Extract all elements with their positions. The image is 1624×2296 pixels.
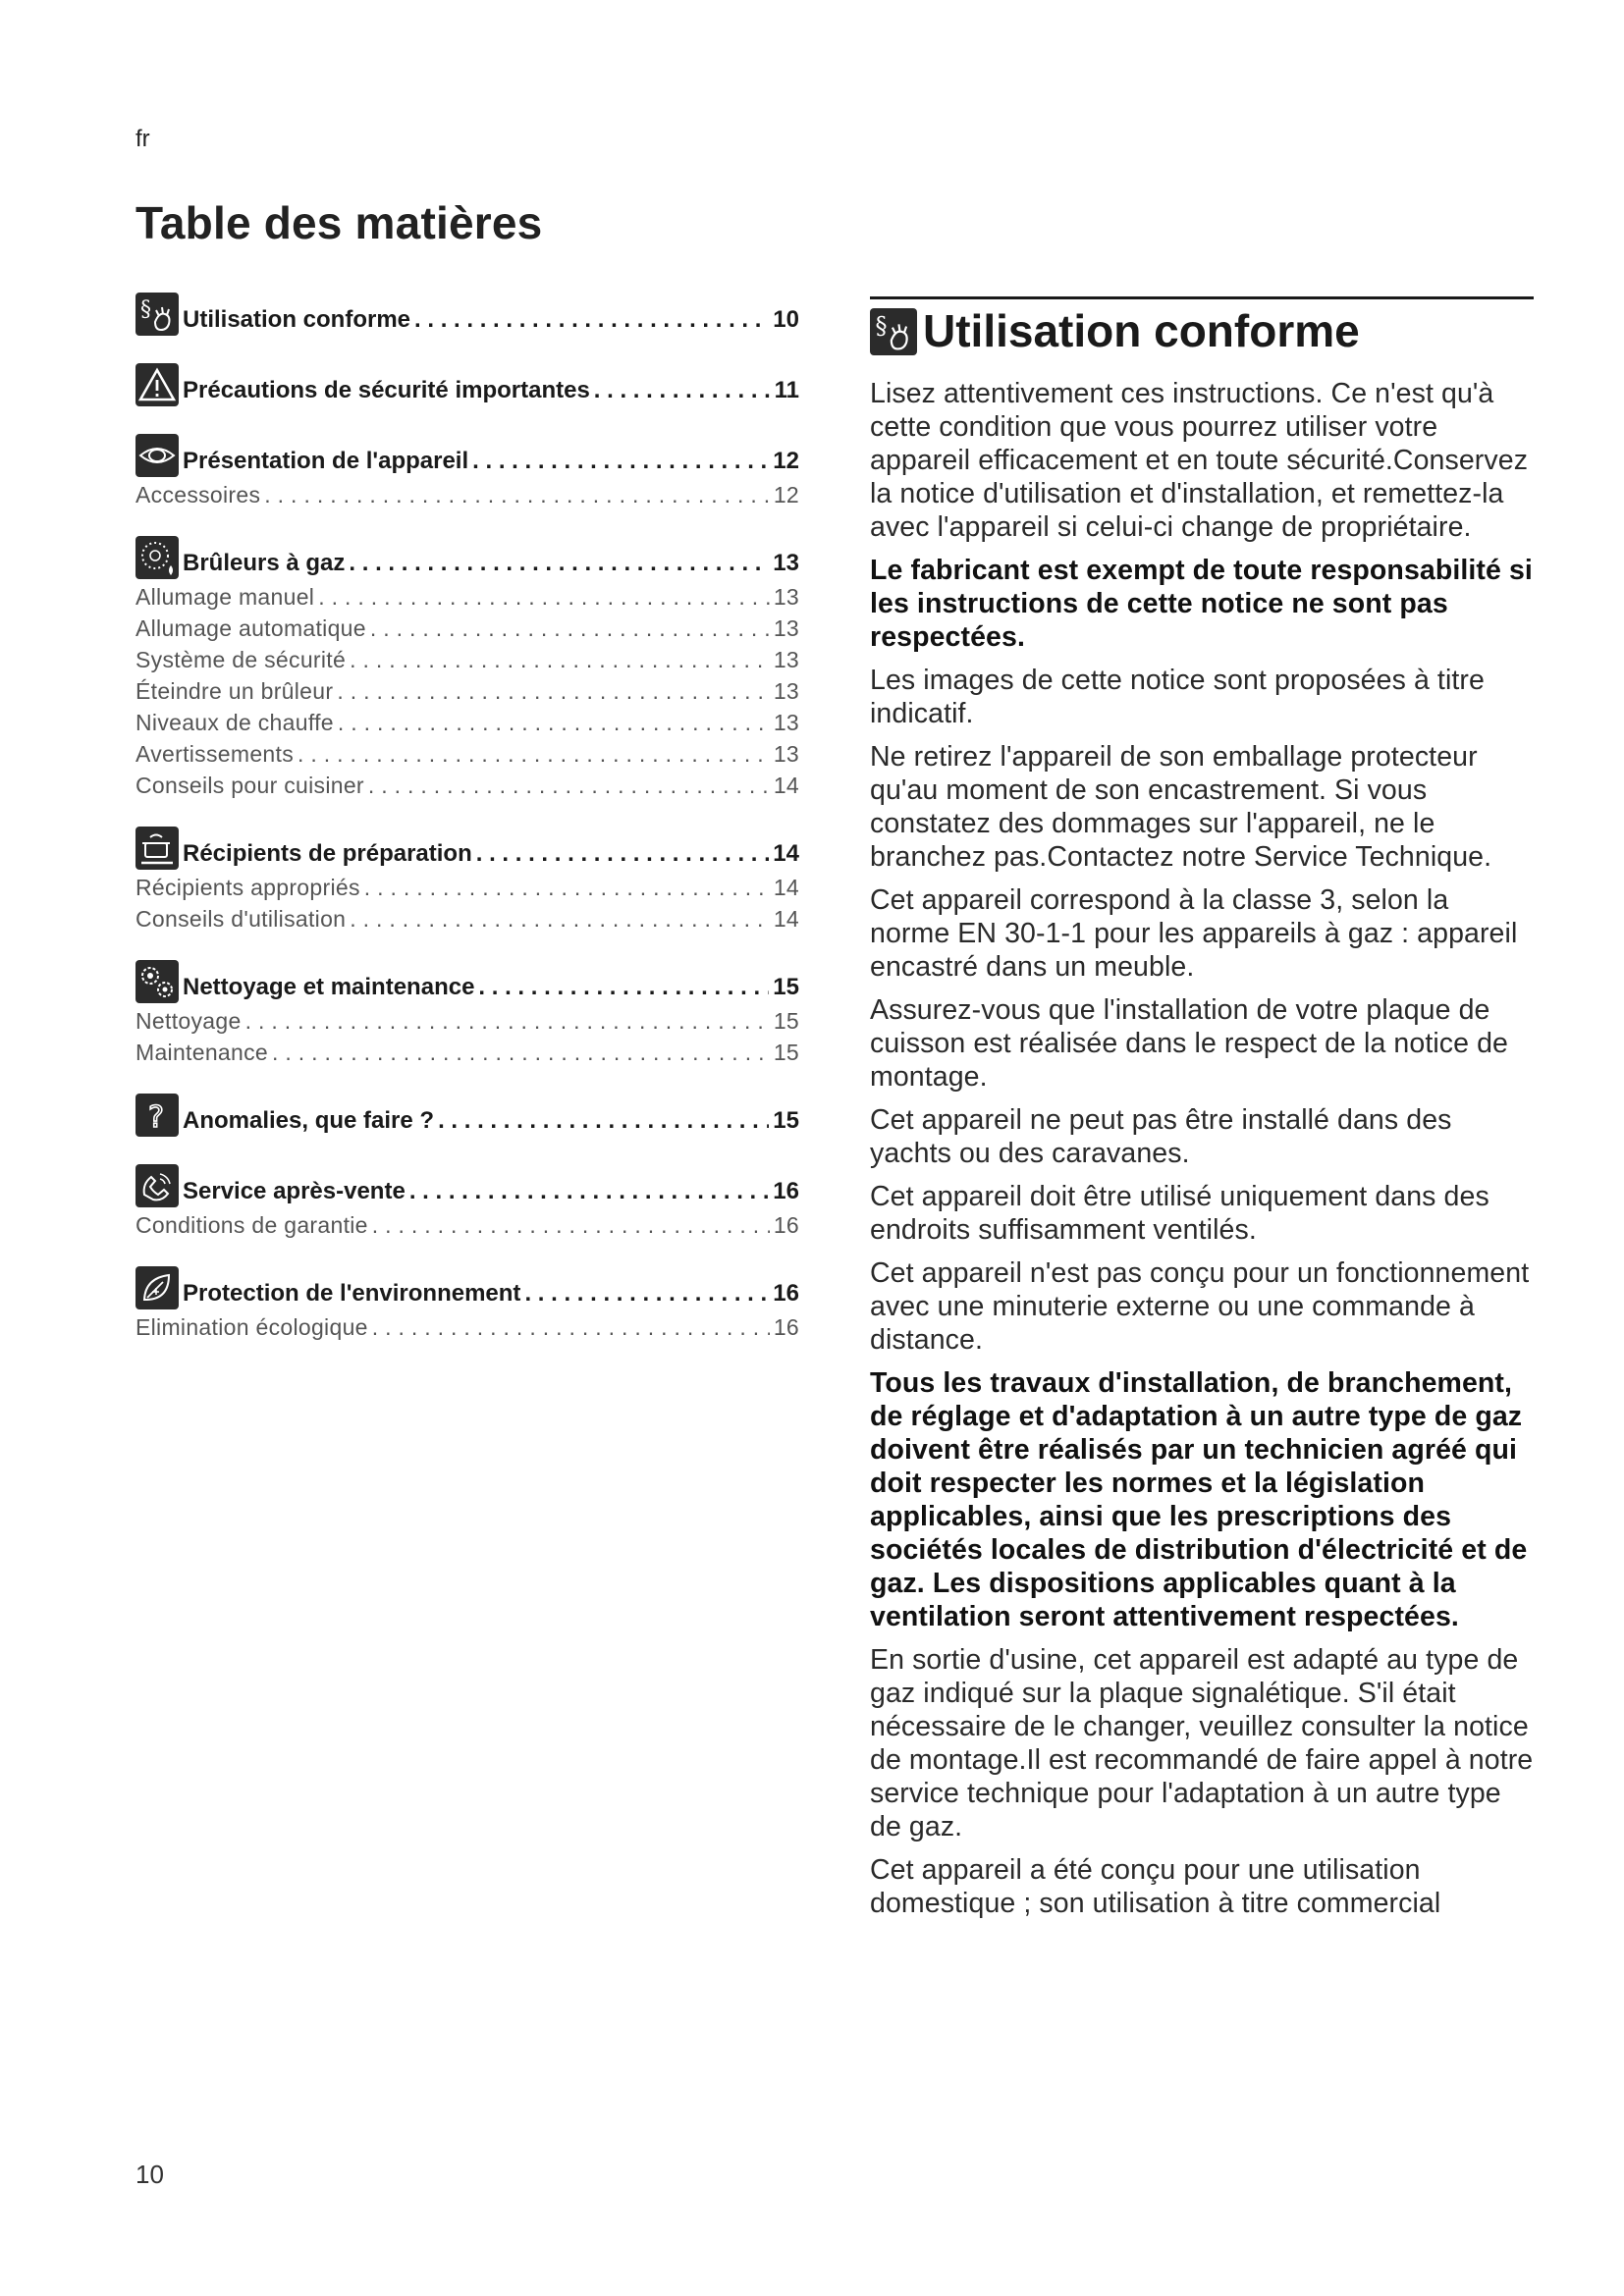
toc-page-number: 15: [773, 1008, 799, 1034]
cleaning-gears-icon: [135, 960, 179, 1003]
toc-section: [135, 1156, 799, 1239]
toc-entry[interactable]: [135, 482, 799, 508]
toc-entry-label: Conseils d'utilisation: [135, 906, 347, 932]
table-of-contents: [135, 285, 799, 1361]
paragraph: En sortie d'usine, cet appareil est adapté au type de gaz indiqué sur la plaque signalétique. S'il était nécessaire de le changer, veuillez consulter la notice de montage.Il est recommandé de faire appel à notre service technique pour l'adaptation à un autre type de gaz.: [870, 1644, 1534, 1842]
paragraph: Assurez-vous que l'installation de votre plaque de cuisson est réalisée dans le respect de la notice de montage.: [870, 994, 1508, 1093]
dot-leader: [337, 678, 769, 705]
toc-entry-label: Allumage manuel: [135, 584, 315, 610]
toc-entry-label: Utilisation conforme: [183, 306, 411, 333]
section-body: [870, 377, 1534, 1920]
toc-entry[interactable]: [135, 1314, 799, 1341]
toc-section-heading[interactable]: [135, 952, 799, 1003]
toc-entry-label: Protection de l'environnement: [183, 1280, 521, 1307]
paragraph: Les images de cette notice sont proposées à titre indicatif.: [870, 665, 1485, 729]
toc-entry-label: Système de sécurité: [135, 647, 347, 672]
toc-page-number: 16: [773, 1280, 799, 1307]
toc-page-number: 13: [773, 678, 799, 704]
toc-entry-label: Avertissements: [135, 741, 294, 767]
toc-entry-label: Nettoyage et maintenance: [183, 974, 475, 1000]
toc-section-heading[interactable]: [135, 528, 799, 579]
toc-entry[interactable]: [135, 1212, 799, 1239]
toc-page-number: 14: [773, 840, 799, 867]
toc-entry-label: Brûleurs à gaz: [183, 550, 346, 576]
dot-leader: [272, 1040, 770, 1066]
toc-entry-label: Anomalies, que faire ?: [183, 1107, 435, 1134]
dot-leader: [370, 615, 770, 642]
toc-page-number: 16: [773, 1314, 799, 1340]
dot-leader: [524, 1280, 769, 1308]
dot-leader: [364, 875, 770, 901]
toc-page-number: 14: [773, 773, 799, 798]
toc-page-number: 13: [773, 584, 799, 610]
paragraph: Cet appareil correspond à la classe 3, selon la norme EN 30-1-1 pour les appareils à gaz : appareil encastré dans un meuble.: [870, 884, 1518, 983]
toc-subitem: [135, 1003, 799, 1035]
toc-subitem: [135, 736, 799, 768]
toc-entry[interactable]: [183, 377, 799, 406]
toc-entry[interactable]: [135, 584, 799, 611]
dot-leader: [478, 974, 769, 1001]
toc-entry[interactable]: [183, 1280, 799, 1309]
main-content: [870, 296, 1534, 1930]
toc-subitem: [135, 579, 799, 611]
toc-entry[interactable]: [135, 773, 799, 799]
toc-subitem: [135, 642, 799, 673]
toc-entry[interactable]: [183, 1178, 799, 1207]
toc-page-number: 13: [773, 615, 799, 641]
svg-text:§: §: [140, 297, 151, 322]
bold-paragraph: Tous les travaux d'installation, de branchement, de réglage et d'adaptation à un autre type de gaz doivent être réalisés par un technicien agréé qui doit respecter les normes et la législation applicables, ainsi que les prescriptions des sociétés locales de distribution d'électricité et de gaz. Les dispositions applicables quant à la ventilation seront attentivement respectées.: [870, 1367, 1528, 1632]
toc-entry-label: Accessoires: [135, 482, 261, 507]
toc-subitem: [135, 1035, 799, 1066]
dot-leader: [409, 1178, 769, 1205]
toc-entry[interactable]: [135, 875, 799, 901]
dot-leader: [298, 741, 770, 768]
section-header: [870, 296, 1534, 355]
toc-entry-label: Maintenance: [135, 1040, 268, 1065]
paragraph: Ne retirez l'appareil de son emballage protecteur qu'au moment de son encastrement. Si vous constatez des dommages sur l'appareil, ne le branchez pas.Contactez notre Service Technique.: [870, 741, 1492, 873]
toc-section: [135, 819, 799, 933]
toc-page-number: 15: [773, 1040, 799, 1065]
toc-section-heading[interactable]: [135, 1086, 799, 1137]
telephone-icon: [135, 1164, 179, 1207]
toc-page-number: 15: [773, 974, 799, 1000]
toc-entry[interactable]: [183, 1107, 799, 1137]
toc-page-number: 16: [773, 1178, 799, 1204]
toc-section-heading[interactable]: [135, 285, 799, 336]
eye-icon: [135, 434, 179, 477]
svg-text:?: ?: [148, 1100, 164, 1135]
toc-section: [135, 426, 799, 508]
toc-page-number: 13: [773, 647, 799, 672]
dot-leader: [264, 482, 770, 508]
dot-leader: [476, 840, 770, 868]
toc-entry[interactable]: [183, 550, 799, 579]
toc-entry-label: Éteindre un brûleur: [135, 678, 334, 704]
dot-leader: [372, 1212, 770, 1239]
toc-section: [135, 528, 799, 799]
paragraph-hand-icon: [135, 293, 179, 336]
toc-page-number: 12: [773, 448, 799, 474]
toc-page-number: 13: [773, 741, 799, 767]
paragraph: Cet appareil doit être utilisé uniquement dans des endroits suffisamment ventilés.: [870, 1181, 1489, 1246]
dot-leader: [349, 550, 769, 577]
toc-entry[interactable]: [135, 615, 799, 642]
bold-paragraph: Le fabricant est exempt de toute responsabilité si les instructions de cette notice ne sont pas respectées.: [870, 555, 1533, 653]
toc-page-number: 12: [773, 482, 799, 507]
paragraph: Cet appareil ne peut pas être installé dans des yachts ou des caravanes.: [870, 1104, 1452, 1169]
dot-leader: [350, 647, 770, 673]
toc-entry-label: Récipients appropriés: [135, 875, 360, 900]
toc-page-number: 13: [773, 550, 799, 576]
toc-subitem: [135, 477, 799, 508]
toc-entry-label: Service après-vente: [183, 1178, 406, 1204]
toc-entry[interactable]: [135, 906, 799, 933]
toc-entry[interactable]: [183, 974, 799, 1003]
toc-entry[interactable]: [183, 306, 799, 336]
toc-entry-label: Présentation de l'appareil: [183, 448, 469, 474]
dot-leader: [594, 377, 771, 404]
toc-page-number: 14: [773, 906, 799, 932]
toc-subitem: [135, 611, 799, 642]
dot-leader: [368, 773, 770, 799]
toc-subitem: [135, 901, 799, 933]
toc-subitem: [135, 705, 799, 736]
toc-entry-label: Précautions de sécurité importantes: [183, 377, 590, 403]
toc-section: [135, 1086, 799, 1137]
paragraph: Cet appareil n'est pas conçu pour un fonctionnement avec une minuterie externe ou une commande à distance.: [870, 1257, 1530, 1356]
toc-entry-label: Conditions de garantie: [135, 1212, 368, 1238]
dot-leader: [318, 584, 770, 611]
warning-triangle-icon: [135, 363, 179, 406]
toc-section: [135, 952, 799, 1066]
toc-page-number: 11: [774, 377, 799, 403]
toc-page-number: 14: [773, 875, 799, 900]
page-title: Table des matières: [135, 197, 543, 248]
dot-leader: [350, 906, 770, 933]
toc-page-number: 16: [773, 1212, 799, 1238]
toc-entry-label: Nettoyage: [135, 1008, 242, 1034]
toc-subitem: [135, 673, 799, 705]
toc-section-heading[interactable]: [135, 1156, 799, 1207]
dot-leader: [472, 448, 769, 475]
toc-page-number: 10: [773, 306, 799, 333]
svg-text:§: §: [875, 312, 888, 341]
toc-subitem: [135, 768, 799, 799]
cooking-pot-icon: [135, 827, 179, 870]
toc-subitem: [135, 1309, 799, 1341]
dot-leader: [414, 306, 769, 334]
language-code: fr: [135, 126, 150, 152]
toc-section: [135, 1258, 799, 1341]
page-number: 10: [135, 2160, 164, 2189]
toc-entry[interactable]: [135, 1040, 799, 1066]
dot-leader: [245, 1008, 770, 1035]
toc-page-number: 15: [773, 1107, 799, 1134]
paragraph-hand-icon: [870, 308, 917, 355]
question-mark-icon: [135, 1094, 179, 1137]
dot-leader: [438, 1107, 769, 1135]
paragraph: Cet appareil a été conçu pour une utilisation domestique ; son utilisation à titre commercial: [870, 1854, 1441, 1919]
toc-subitem: [135, 870, 799, 901]
dot-leader: [372, 1314, 770, 1341]
toc-entry[interactable]: [135, 710, 799, 736]
toc-entry[interactable]: [135, 741, 799, 768]
toc-entry[interactable]: [135, 678, 799, 705]
toc-entry-label: Récipients de préparation: [183, 840, 472, 867]
toc-subitem: [135, 1207, 799, 1239]
paragraph: Lisez attentivement ces instructions. Ce n'est qu'à cette condition que vous pourrez utiliser votre appareil efficacement et en toute sécurité.Conservez la notice d'utilisation et d'installation, et remettez-la avec l'appareil si celui-ci change de propriétaire.: [870, 378, 1529, 543]
toc-page-number: 13: [773, 710, 799, 735]
toc-section-heading[interactable]: [135, 426, 799, 477]
toc-entry-label: Niveaux de chauffe: [135, 710, 334, 735]
toc-entry[interactable]: [183, 840, 799, 870]
toc-entry-label: Allumage automatique: [135, 615, 366, 641]
toc-section-heading[interactable]: [135, 1258, 799, 1309]
section-title: Utilisation conforme: [923, 305, 1360, 356]
toc-section-heading[interactable]: [135, 819, 799, 870]
dot-leader: [338, 710, 770, 736]
toc-entry-label: Conseils pour cuisiner: [135, 773, 364, 798]
toc-section-heading[interactable]: [135, 355, 799, 406]
gas-burner-icon: [135, 536, 179, 579]
leaf-recycle-icon: [135, 1266, 179, 1309]
toc-section: [135, 355, 799, 406]
toc-entry[interactable]: [183, 448, 799, 477]
toc-entry[interactable]: [135, 647, 799, 673]
toc-section: [135, 285, 799, 336]
toc-entry[interactable]: [135, 1008, 799, 1035]
toc-entry-label: Elimination écologique: [135, 1314, 368, 1340]
